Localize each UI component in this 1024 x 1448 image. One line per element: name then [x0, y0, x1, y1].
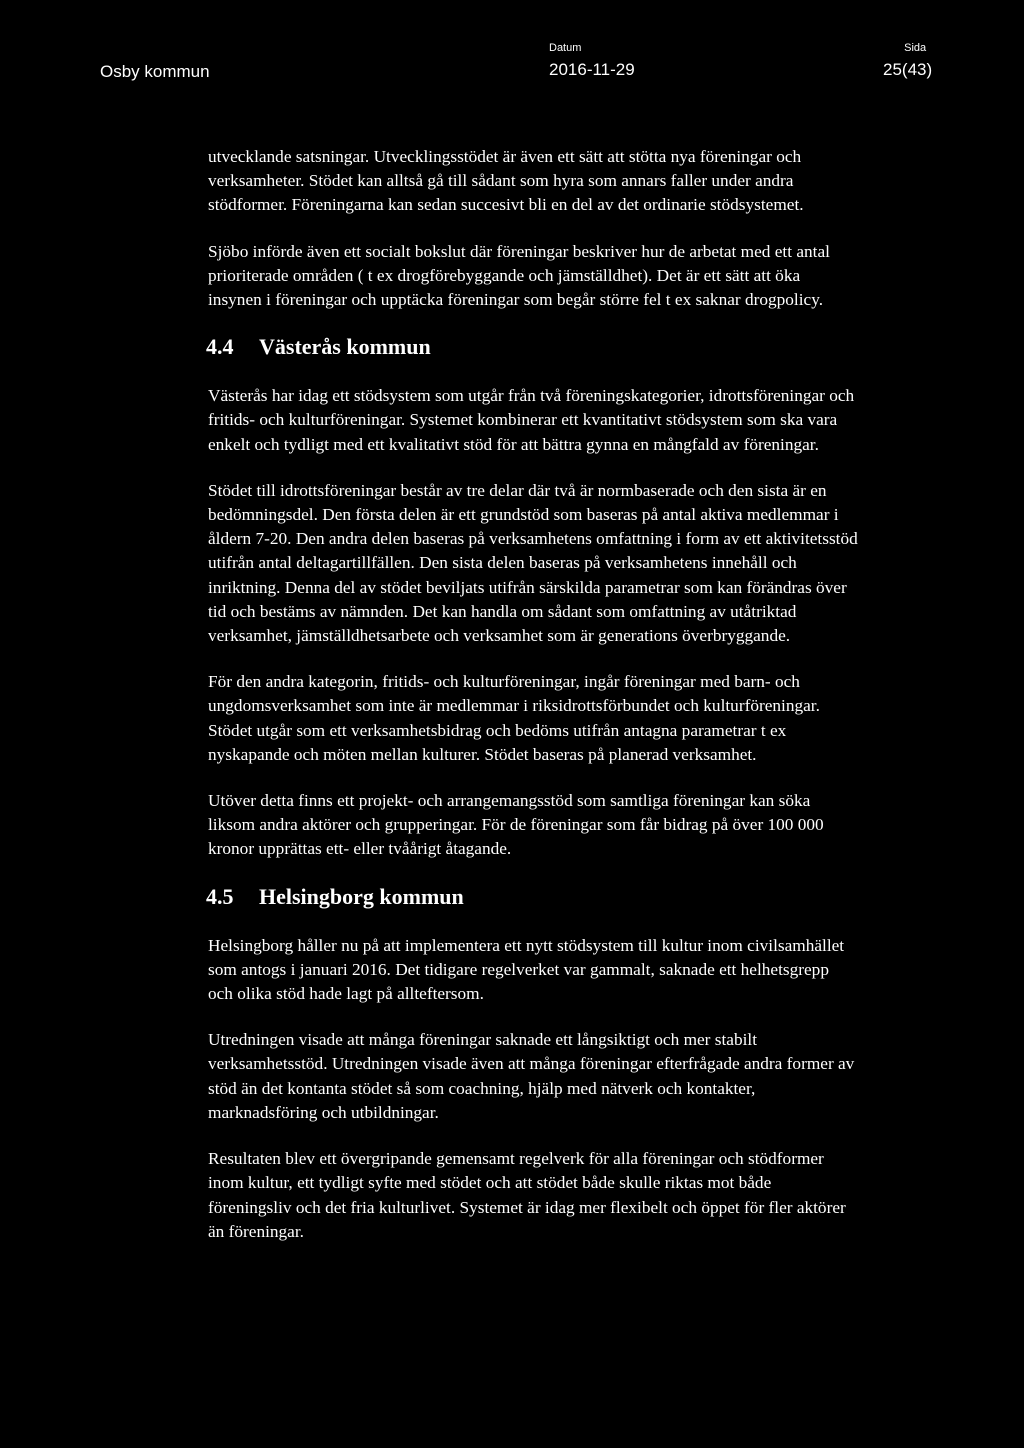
- section-number: 4.5: [206, 883, 234, 909]
- paragraph: Västerås har idag ett stödsystem som utgår från två föreningskategorier, idrottsföreningar och fritids- och kulturföreningar. Systemet kombinerar ett kvantitativt stödsystem som ska vara enkelt och tydligt med ett kvalitativt stöd för att bättra gynna en mångfald av föreningar.: [208, 386, 855, 454]
- organization-name: Osby kommun: [100, 62, 210, 81]
- paragraph: Resultaten blev ett övergripande gemensamt regelverk för alla föreningar och stödformer inom kultur, ett tydligt syfte med stödet och att stödet både skulle riktas mot både föreningsliv och det fria kulturlivet. Systemet är idag mer flexibelt och öppet för fler aktörer än föreningar.: [208, 1149, 846, 1241]
- date-block: [549, 42, 635, 80]
- paragraph: För den andra kategorin, fritids- och kulturföreningar, ingår föreningar med barn- och ungdomsverksamhet som inte är medlemmar i riksidrottsförbundet och kulturföreningar. Stödet utgår som ett verksamhetsbidrag och bedöms utifrån antagna parametrar t ex nyskapande och möten mellan kulturer. Stödet baseras på planerad verksamhet.: [208, 672, 820, 764]
- page-label: Sida: [904, 42, 927, 54]
- page-number: 25(43): [883, 60, 933, 79]
- section-number: 4.4: [206, 334, 234, 360]
- section-heading-4-4: [208, 334, 858, 360]
- section-title: Helsingborg kommun: [259, 883, 464, 909]
- date-value: 2016-11-29: [549, 60, 635, 79]
- paragraph: Stödet till idrottsföreningar består av tre delar där två är normbaserade och den sista är en bedömningsdel. Den första delen är ett grundstöd som baseras på antal aktiva medlemmar i åldern 7-20. Den andra delen baseras på verksamhetens omfattning i form av ett aktivitetsstöd utifrån antal deltagartillfällen. Den sista delen baseras på verksamhetens innehåll och inriktning. Denna del av stödet beviljats utifrån särskilda parametrar som kan förändras över tid och bestäms av nämnden. Det kan handla om sådant som omfattning av utåtriktad verksamhet, jämställdhetsarbete och verksamhet som är generations överbryggande.: [208, 480, 858, 646]
- date-label: Datum: [549, 42, 582, 54]
- paragraph: Utredningen visade att många föreningar saknade ett långsiktigt och mer stabilt verksamhetsstöd. Utredningen visade även att många föreningar efterfrågade andra former av stöd än det kontanta stödet så som coachning, hjälp med nätverk och kontakter, marknadsföring och utbildningar.: [208, 1030, 855, 1122]
- paragraph: utvecklande satsningar. Utvecklingsstödet är även ett sätt att stötta nya föreningar och verksamheter. Stödet kan alltså gå till sådant som hyra som annars faller under andra stödformer. Föreningarna kan sedan succesivt bli en del av det ordinarie stödsystemet.: [208, 147, 804, 215]
- paragraph: Helsingborg håller nu på att implementera ett nytt stödsystem till kultur inom civilsamhället som antogs i januari 2016. Det tidigare regelverket var gammalt, saknade ett helhetsgrepp och olika stöd hade lagt på allteftersom.: [208, 935, 845, 1004]
- section-title: Västerås kommun: [259, 334, 431, 360]
- paragraph: Utöver detta finns ett projekt- och arrangemangsstöd som samtliga föreningar kan söka liksom andra aktörer och grupperingar. För de föreningar som får bidrag på över 100 000 kronor upprättas ett- eller tvåårigt åtagande.: [208, 791, 824, 859]
- document-body: [208, 145, 858, 1266]
- page-header: [0, 34, 1024, 94]
- paragraph: Sjöbo införde även ett socialt bokslut där föreningar beskriver hur de arbetat med ett antal prioriterade områden ( t ex drogförebyggande och jämställdhet). Det är ett sätt att öka insynen i föreningar och upptäcka föreningar som begår större fel t ex saknar drogpolicy.: [208, 241, 830, 310]
- page-number-block: [883, 42, 932, 80]
- section-heading-4-5: [208, 884, 858, 910]
